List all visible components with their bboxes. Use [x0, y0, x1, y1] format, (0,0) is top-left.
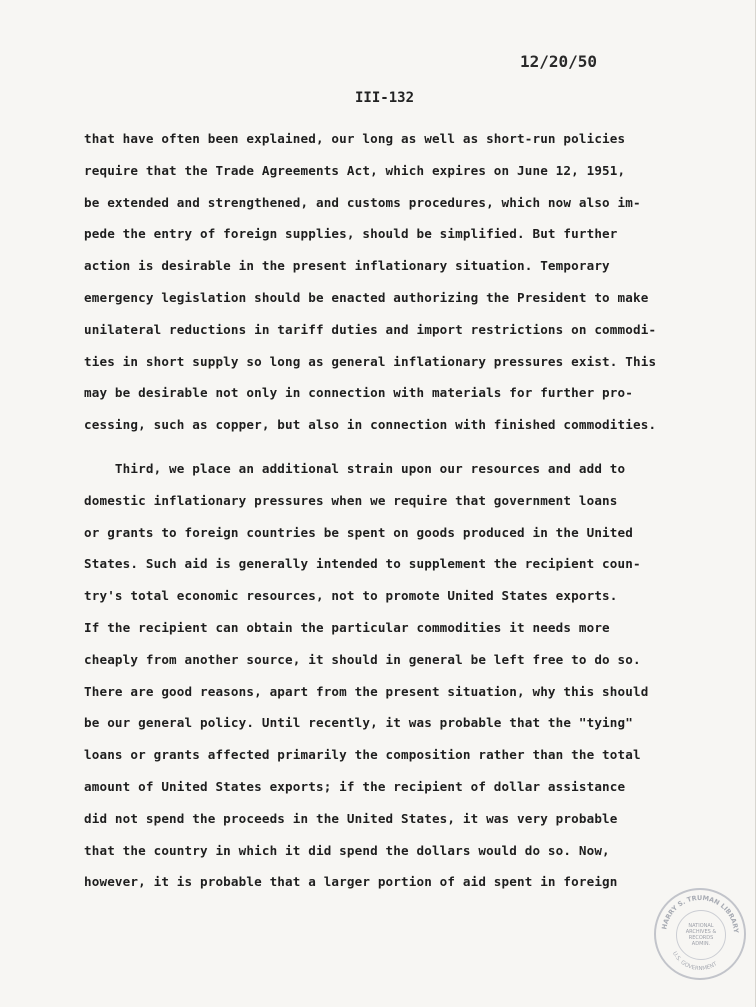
- stamp-outer-text: HARRY S. TRUMAN LIBRARY: [660, 893, 741, 934]
- text-line: cessing, such as copper, but also in connection with finished commodities.: [84, 417, 657, 433]
- text-line: action is desirable in the present inflationary situation. Temporary: [84, 258, 610, 274]
- text-line: that the country in which it did spend the dollars would do so. Now,: [84, 842, 610, 858]
- stamp-inner-line: ARCHIVES &: [685, 929, 717, 935]
- stamp-inner-line: ADMIN.: [691, 941, 711, 947]
- text-line: Third, we place an additional strain upon our resources and add to: [84, 460, 626, 476]
- text-line: cheaply from another source, it should in general be left free to do so.: [84, 651, 641, 667]
- text-line: that have often been explained, our long as well as short-run policies: [84, 131, 626, 146]
- body-text: [84, 123, 724, 898]
- text-line: however, it is probable that a larger portion of aid spent in foreign: [84, 874, 618, 890]
- text-line: ties in short supply so long as general inflationary pressures exist. This: [84, 353, 657, 369]
- text-line: loans or grants affected primarily the composition rather than the total: [84, 747, 641, 763]
- text-line: unilateral reductions in tariff duties and import restrictions on commodi-: [84, 321, 657, 337]
- text-line: States. Such aid is generally intended to supplement the recipient coun-: [84, 556, 641, 572]
- text-line: amount of United States exports; if the recipient of dollar assistance: [84, 778, 626, 794]
- text-line: try's total economic resources, not to promote United States exports.: [84, 588, 618, 604]
- stamp-inner-line: RECORDS: [688, 935, 714, 941]
- text-line: domestic inflationary pressures when we require that government loans: [84, 492, 618, 508]
- library-stamp-seal: [654, 888, 746, 980]
- text-line: be extended and strengthened, and customs procedures, which now also im-: [84, 194, 641, 210]
- text-line: emergency legislation should be enacted authorizing the President to make: [84, 289, 649, 305]
- text-line: There are good reasons, apart from the present situation, why this should: [84, 683, 649, 699]
- stamp-inner-line: NATIONAL: [688, 923, 714, 929]
- text-line: pede the entry of foreign supplies, should be simplified. But further: [84, 226, 618, 242]
- stamp-center: [676, 910, 726, 960]
- page-number: III-132: [355, 90, 415, 106]
- document-date: 12/20/50: [520, 52, 598, 71]
- text-line: require that the Trade Agreements Act, which expires on June 12, 1951,: [84, 162, 626, 178]
- text-line: did not spend the proceeds in the United States, it was very probable: [84, 810, 618, 826]
- paragraph-gap: [84, 441, 724, 453]
- text-line: If the recipient can obtain the particular commodities it needs more: [84, 619, 610, 635]
- text-line: be our general policy. Until recently, it was probable that the "tying": [84, 715, 633, 731]
- text-line: may be desirable not only in connection with materials for further pro-: [84, 385, 633, 401]
- stamp-bottom-text: U.S. GOVERNMENT: [671, 950, 719, 973]
- text-line: or grants to foreign countries be spent on goods produced in the United: [84, 524, 633, 540]
